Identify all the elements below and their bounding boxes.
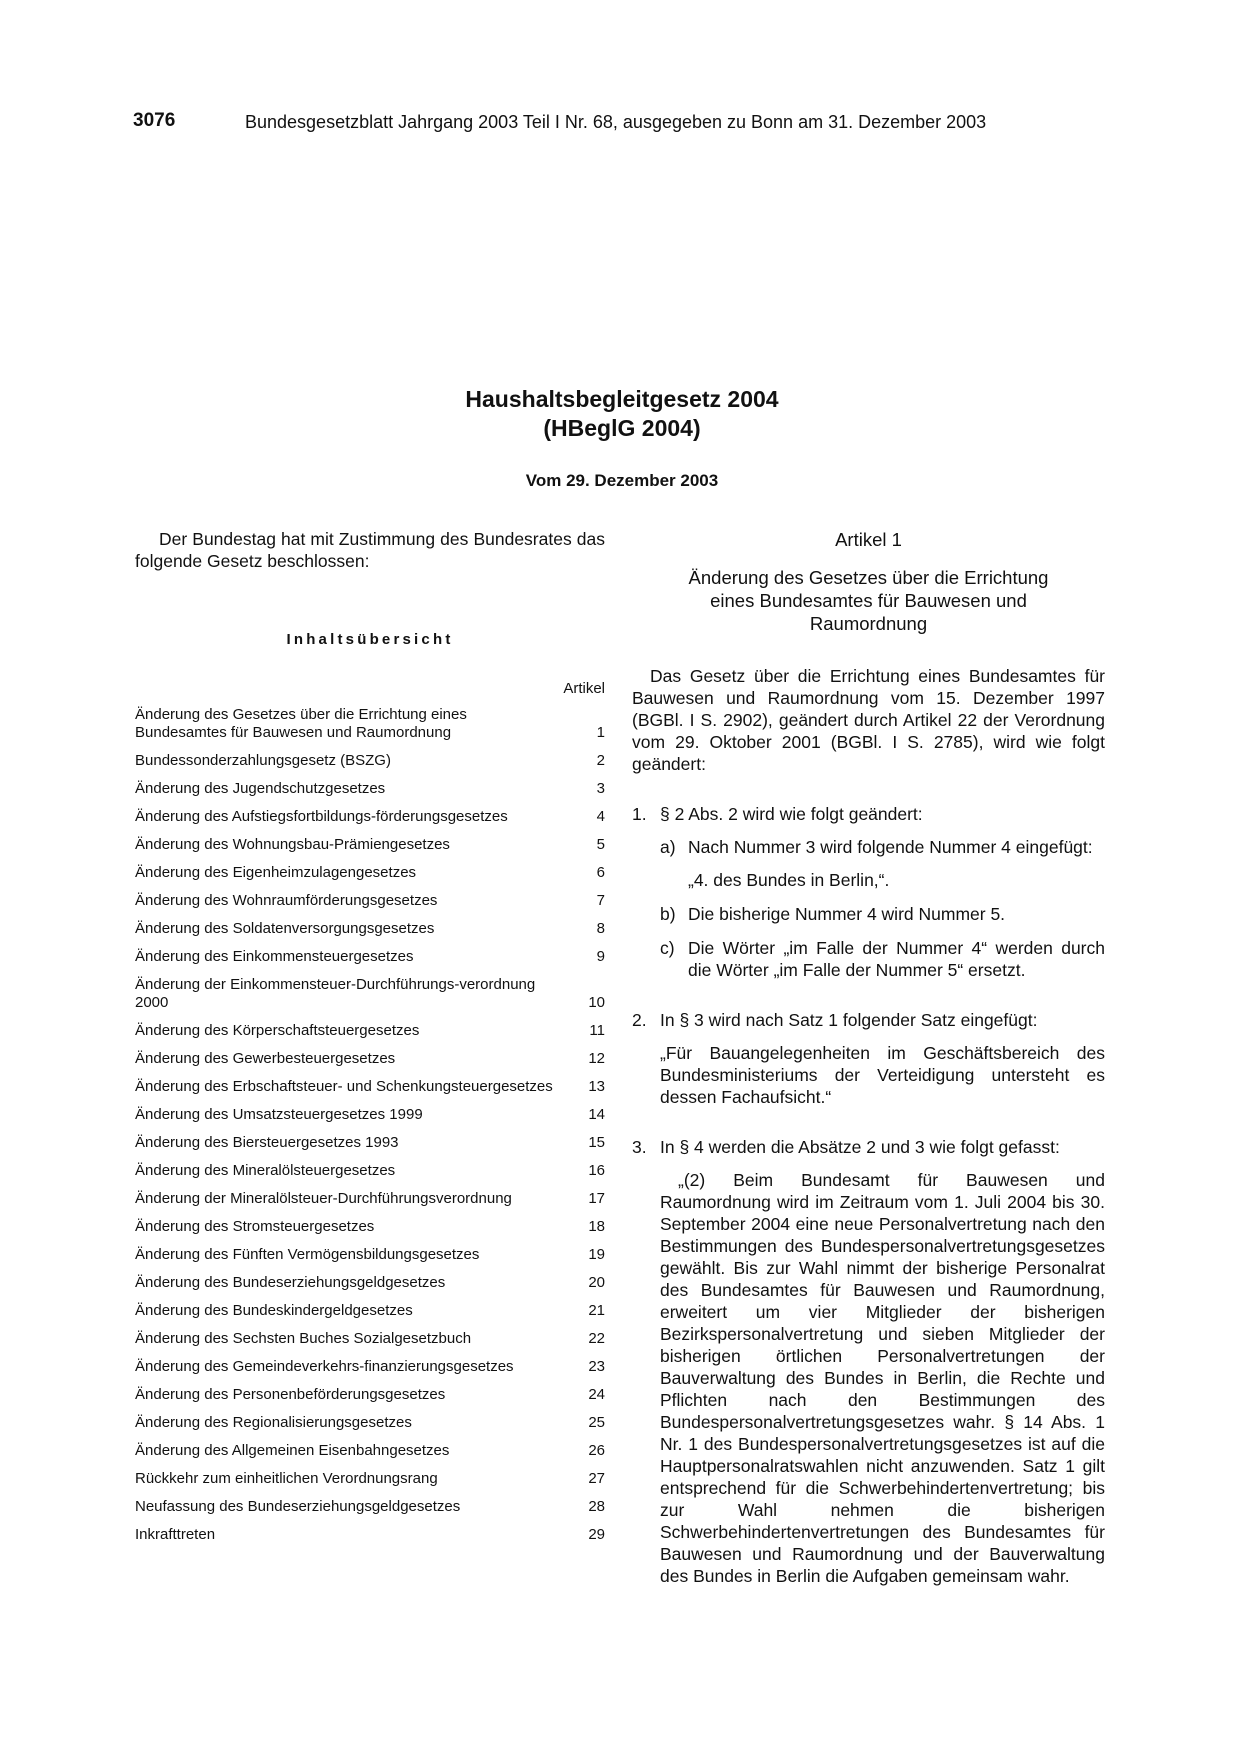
toc-row-label: Änderung des Wohnraumförderungsgesetzes (135, 892, 438, 909)
page-number: 3076 (133, 110, 176, 131)
toc-row-label: Änderung des Fünften Vermögensbildungsgesetzes (135, 1246, 480, 1263)
toc-column-label: Artikel (563, 680, 605, 697)
toc-row (135, 976, 605, 1012)
toc-row (135, 808, 605, 826)
toc-row (135, 1050, 605, 1068)
item-1a (660, 836, 1105, 858)
law-date: Vom 29. Dezember 2003 (525, 471, 719, 490)
toc-row-label: Inkrafttreten (135, 1526, 216, 1543)
item-1c-number: c) (660, 938, 675, 958)
toc-row-article-number: 1 (596, 724, 605, 741)
item-2-number: 2. (632, 1010, 647, 1030)
toc-row-article-number: 16 (588, 1162, 605, 1179)
toc-row (135, 1246, 605, 1264)
toc-row-label: Änderung des Allgemeinen Eisenbahngesetzes (135, 1442, 450, 1459)
toc-row-label: Änderung des Wohnungsbau-Prämiengesetzes (135, 836, 450, 853)
toc-heading: Inhaltsübersicht (286, 631, 454, 648)
toc-row-label: Änderung der Mineralölsteuer-Durchführungsverordnung (135, 1190, 512, 1207)
article-subtitle: Änderung des Gesetzes über die Errichtung eines Bundesamtes für Bauwesen und Raumordnung (688, 567, 1049, 634)
toc-row (135, 1330, 605, 1348)
toc-row-article-number: 14 (588, 1106, 605, 1123)
item-3 (632, 1136, 1105, 1158)
toc-row-article-number: 15 (588, 1134, 605, 1151)
toc-row (135, 948, 605, 966)
toc-row-article-number: 12 (588, 1050, 605, 1067)
toc-row-article-number: 20 (588, 1274, 605, 1291)
toc-row (135, 1022, 605, 1040)
toc-row-label: Änderung des Gemeindeverkehrs-finanzierungsgesetzes (135, 1358, 514, 1375)
toc-row-label: Neufassung des Bundeserziehungsgeldgesetzes (135, 1498, 461, 1515)
toc-row-article-number: 27 (588, 1470, 605, 1487)
toc-row (135, 1386, 605, 1404)
item-1-number: 1. (632, 804, 647, 824)
item-2-text: In § 3 wird nach Satz 1 folgender Satz eingefügt: (660, 1010, 1038, 1030)
toc-row-label: Änderung des Jugendschutzgesetzes (135, 780, 386, 797)
item-3-number: 3. (632, 1137, 647, 1157)
item-1a-number: a) (660, 837, 676, 857)
toc-row-article-number: 29 (588, 1526, 605, 1543)
toc-row-label: Änderung des Eigenheimzulagengesetzes (135, 864, 417, 881)
law-title-line2: (HBeglG 2004) (543, 415, 701, 441)
toc-row-article-number: 8 (596, 920, 605, 937)
toc-row-article-number: 25 (588, 1414, 605, 1431)
toc-row (135, 1302, 605, 1320)
toc-row (135, 706, 605, 742)
item-1c-text: Die Wörter „im Falle der Nummer 4“ werden durch die Wörter „im Falle der Nummer 5“ ersetzt. (688, 938, 1105, 980)
toc-row (135, 1106, 605, 1124)
toc-row-label: Änderung des Umsatzsteuergesetzes 1999 (135, 1106, 423, 1123)
toc-row-label: Änderung des Gewerbesteuergesetzes (135, 1050, 396, 1067)
preamble: Der Bundestag hat mit Zustimmung des Bundesrates das folgende Gesetz beschlossen: (135, 529, 605, 571)
toc-row-label: Änderung des Aufstiegsfortbildungs-förderungsgesetzes (135, 808, 508, 825)
toc-row (135, 780, 605, 798)
toc-row (135, 920, 605, 938)
toc-row-article-number: 19 (588, 1246, 605, 1263)
toc-row-article-number: 10 (588, 994, 605, 1011)
toc-row-label: Änderung des Personenbeförderungsgesetzes (135, 1386, 446, 1403)
toc-row-label: Änderung des Bundeskindergeldgesetzes (135, 1302, 413, 1319)
right-column (632, 528, 1105, 1587)
toc-row (135, 1414, 605, 1432)
toc-row (135, 1162, 605, 1180)
item-1b-text: Die bisherige Nummer 4 wird Nummer 5. (688, 904, 1006, 924)
toc-row-article-number: 9 (596, 948, 605, 965)
toc-row-article-number: 7 (596, 892, 605, 909)
item-1b-number: b) (660, 904, 676, 924)
item-2 (632, 1009, 1105, 1031)
toc-row (135, 864, 605, 882)
toc-row-label: Bundessonderzahlungsgesetz (BSZG) (135, 752, 391, 769)
toc-row-article-number: 11 (589, 1022, 605, 1039)
toc-row-article-number: 26 (588, 1442, 605, 1459)
toc-row-label: Änderung der Einkommensteuer-Durchführungs-verordnung 2000 (135, 976, 536, 1011)
toc-row (135, 836, 605, 854)
toc-row-article-number: 6 (596, 864, 605, 881)
toc-row-label: Änderung des Einkommensteuergesetzes (135, 948, 414, 965)
toc-row (135, 752, 605, 770)
toc-row-label: Rückkehr zum einheitlichen Verordnungsrang (135, 1470, 438, 1487)
toc-row-label: Änderung des Stromsteuergesetzes (135, 1218, 375, 1235)
toc-row-article-number: 3 (596, 780, 605, 797)
toc-row-label: Änderung des Soldatenversorgungsgesetzes (135, 920, 435, 937)
toc-list (135, 706, 605, 1544)
toc-row-article-number: 5 (596, 836, 605, 853)
toc-row (135, 1470, 605, 1488)
toc-row-label: Änderung des Körperschaftsteuergesetzes (135, 1022, 420, 1039)
item-1b (660, 903, 1105, 925)
toc-row-label: Änderung des Gesetzes über die Errichtung eines Bundesamtes für Bauwesen und Raumordnung (135, 706, 467, 741)
toc-row-article-number: 18 (588, 1218, 605, 1235)
item-3-quote: „(2) Beim Bundesamt für Bauwesen und Raumordnung wird im Zeitraum vom 1. Juli 2004 bis 30. September 2004 eine neue Personalvertretung nach den Bestimmungen des Bundespersonalvertretungsgesetzes gewählt. Bis zur Wahl nimmt der bisherige Personalrat des Bundesamtes für Bauwesen und Raumordnung, erweitert um vier Mitglieder der bisherigen Bezirkspersonalvertretung und sieben Mitglieder der bisherigen örtlichen Personalvertretungen der Bauverwaltung des Bundes in Berlin, die Rechte und Pflichten nach den Bestimmungen des Bundespersonalvertretungsgesetzes wahr. § 14 Abs. 1 Nr. 1 des Bundespersonalvertretungsgesetzes ist auf die Hauptpersonalratswahlen nicht anzuwenden. Satz 1 gilt entsprechend für die Schwerbehindertenvertretung; bis zur Wahl nehmen die bisherigen Schwerbehindertenvertretungen des Bundesamtes für Bauwesen und Raumordnung und der Bauverwaltung des Bundes in Berlin die Aufgaben gemeinsam wahr. (660, 1170, 1105, 1586)
toc-row-label: Änderung des Biersteuergesetzes 1993 (135, 1134, 399, 1151)
law-title-line1: Haushaltsbegleitgesetz 2004 (465, 386, 779, 412)
article-heading: Artikel 1 (835, 529, 902, 550)
toc-row-article-number: 24 (588, 1386, 605, 1403)
toc-row-article-number: 13 (588, 1078, 605, 1095)
toc-row-label: Änderung des Regionalisierungsgesetzes (135, 1414, 412, 1431)
left-column (135, 528, 605, 1554)
toc-row (135, 1274, 605, 1292)
toc-row (135, 1498, 605, 1516)
item-1-text: § 2 Abs. 2 wird wie folgt geändert: (660, 804, 923, 824)
item-1a-quote: „4. des Bundes in Berlin,“. (688, 870, 890, 890)
toc-row-label: Änderung des Sechsten Buches Sozialgesetzbuch (135, 1330, 472, 1347)
toc-row-article-number: 28 (588, 1498, 605, 1515)
toc-row-article-number: 17 (588, 1190, 605, 1207)
toc-row-label: Änderung des Erbschaftsteuer- und Schenkungsteuergesetzes (135, 1078, 553, 1095)
article-intro: Das Gesetz über die Errichtung eines Bundesamtes für Bauwesen und Raumordnung vom 15. Dezember 1997 (BGBl. I S. 2902), geändert durch Artikel 22 der Verordnung vom 29. Oktober 2001 (BGBl. I S. 2785), wird wie folgt geändert: (632, 666, 1105, 774)
law-title (0, 385, 1244, 443)
item-3-text: In § 4 werden die Absätze 2 und 3 wie folgt gefasst: (660, 1137, 1060, 1157)
item-1c (660, 937, 1105, 981)
toc-row-article-number: 4 (596, 808, 605, 825)
item-1a-text: Nach Nummer 3 wird folgende Nummer 4 eingefügt: (688, 837, 1093, 857)
toc-row-article-number: 22 (588, 1330, 605, 1347)
item-2-quote: „Für Bauangelegenheiten im Geschäftsbereich des Bundesministeriums der Verteidigung untersteht es dessen Fachaufsicht.“ (660, 1043, 1105, 1107)
item-1 (632, 803, 1105, 825)
toc-row (135, 1190, 605, 1208)
toc-row-article-number: 21 (588, 1302, 605, 1319)
toc-row (135, 1078, 605, 1096)
toc-row-label: Änderung des Mineralölsteuergesetzes (135, 1162, 396, 1179)
toc-row (135, 1134, 605, 1152)
toc-row (135, 1358, 605, 1376)
toc-row-label: Änderung des Bundeserziehungsgeldgesetzes (135, 1274, 446, 1291)
running-header: Bundesgesetzblatt Jahrgang 2003 Teil I Nr. 68, ausgegeben zu Bonn am 31. Dezember 2003 (245, 112, 987, 132)
toc-row (135, 1442, 605, 1460)
toc-row (135, 1526, 605, 1544)
toc-row (135, 892, 605, 910)
toc-row-article-number: 23 (588, 1358, 605, 1375)
toc-row-article-number: 2 (596, 752, 605, 769)
toc-row (135, 1218, 605, 1236)
